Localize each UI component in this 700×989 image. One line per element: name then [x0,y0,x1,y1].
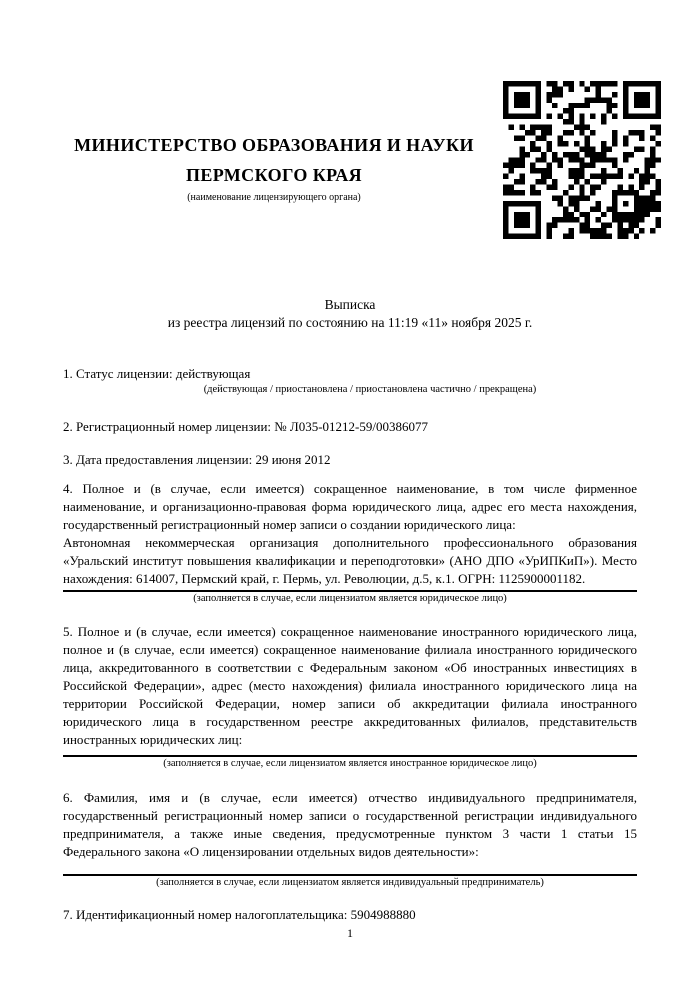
item-license-grant-date: 3. Дата предоставления лицензии: 29 июня 2012 [63,452,331,467]
document-title-line2: из реестра лицензий по состоянию на 11:19 «11» ноября 2025 г. [167,315,533,330]
item-foreign-entity [63,623,637,771]
document-body [63,365,637,924]
license-status-text: 1. Статус лицензии: действующая [63,366,251,381]
legal-entity-caption: (заполняется в случае, если лицензиатом является юридическое лицо) [193,593,507,604]
item-registration-number: 2. Регистрационный номер лицензии: № Л035-01212-59/00386077 [63,419,429,434]
foreign-entity-caption: (заполняется в случае, если лицензиатом является иностранное юридическое лицо) [163,758,537,769]
individual-entrepreneur-caption: (заполняется в случае, если лицензиатом является индивидуальный предприниматель) [156,877,544,888]
foreign-entity-question: 5. Полное и (в случае, если имеется) сокращенное наименование иностранного юридического лица, полное и (в случае, если имеется) сокращенное наименование филиала иностранного юридического лица, аккредитованного в соответствии с Федеральным законом «Об иностранных инвестициях в Российской Федерации», адрес (место нахождения) филиала иностранного юридического лица на территории Российской Федерации, номер записи об аккредитации филиала иностранного юридического лица в государственном реестре аккредитованных филиалов, представительств иностранных юридических лиц: [63,624,637,747]
licensing-authority-name-line1: МИНИСТЕРСТВО ОБРАЗОВАНИЯ И НАУКИ [74,135,474,155]
licensing-authority-name [60,130,488,190]
qr-code [503,81,661,239]
document-title-line1: Выписка [324,297,376,312]
item-legal-entity [63,480,637,606]
legal-entity-answer: Автономная некоммерческая организация дополнительного профессионального образования «Уральский институт повышения квалификации и переподготовки» (АНО ДПО «УрИПКиП»). Место нахождения: 614007, Пермский край, г. Пермь, ул. Революции, д.5, к.1. ОГРН: 1125900001182. [63,535,637,586]
licensing-authority-name-line2: ПЕРМСКОГО КРАЯ [185,165,363,185]
individual-entrepreneur-question: 6. Фамилия, имя и (в случае, если имеется) отчество индивидуального предпринимателя, государственный регистрационный номер записи о государственной регистрации индивидуального предпринимателя, а также иные сведения, предусмотренные пунктом 3 части 1 статьи 15 Федерального закона «О лицензировании отдельных видов деятельности»: [63,790,637,859]
item-license-status [63,365,637,397]
licensing-authority-caption: (наименование лицензирующего органа) [187,192,361,203]
document-title [63,296,637,332]
legal-entity-filled-block [63,480,637,592]
foreign-entity-blank-answer [63,749,637,757]
license-status-options-caption: (действующая / приостановлена / приостановлена частично / прекращена) [203,384,537,395]
item-individual-entrepreneur [63,789,637,890]
individual-entrepreneur-blank-answer [63,861,637,876]
item-taxpayer-number: 7. Идентификационный номер налогоплательщика: 5904988880 [63,907,416,922]
page-number: 1 [347,926,353,940]
legal-entity-question: 4. Полное и (в случае, если имеется) сокращенное наименование, в том числе фирменное наименование, и организационно-правовая форма юридического лица, адрес его места нахождения, государственный регистрационный номер записи о создании юридического лица: [63,481,637,532]
licensing-authority-block [60,130,488,203]
